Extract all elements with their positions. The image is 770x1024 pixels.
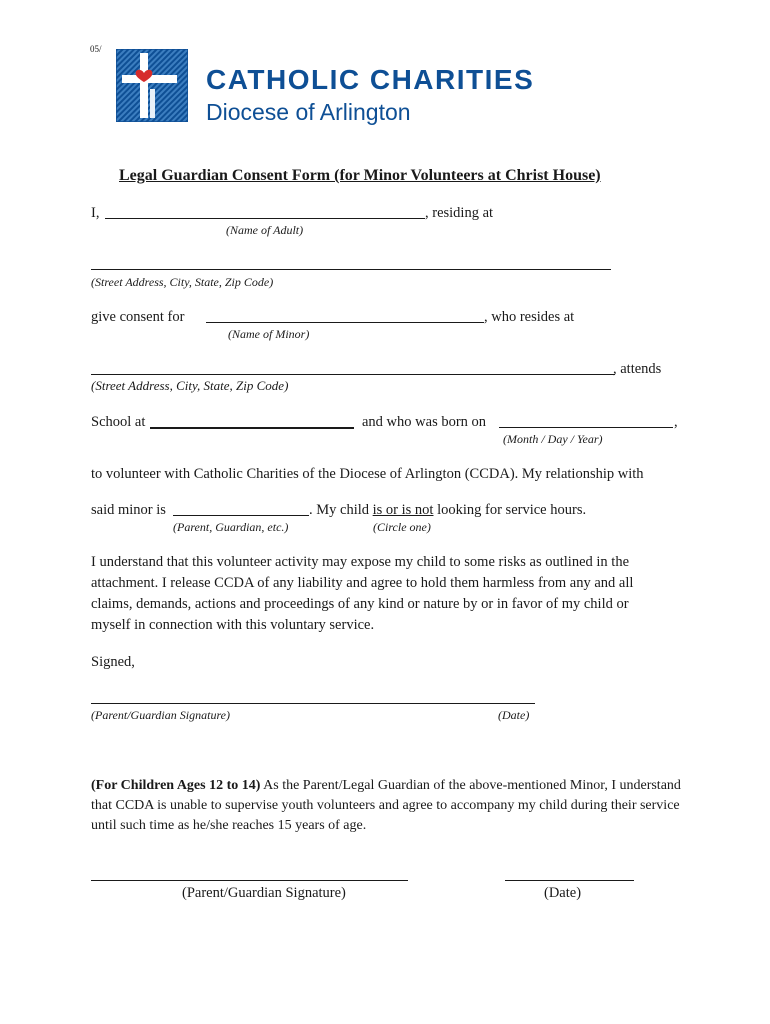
minor-name-field[interactable] — [206, 322, 484, 323]
children-ages-heading: (For Children Ages 12 to 14) — [91, 778, 261, 793]
date-label-2: (Date) — [544, 885, 582, 901]
circle-one-hint: (Circle one) — [373, 520, 431, 534]
street-address-hint-2: (Street Address, City, State, Zip Code) — [91, 378, 289, 393]
volunteer-text: to volunteer with Catholic Charities of the Diocese of Arlington (CCDA). My relationship with — [91, 466, 644, 482]
give-consent-label: give consent for — [91, 309, 185, 325]
guardian-signature-label-2: (Parent/Guardian Signature) — [182, 885, 346, 901]
adult-name-field[interactable] — [105, 218, 425, 219]
school-at-label: School at — [91, 414, 146, 430]
residing-at-label: , residing at — [425, 205, 494, 221]
looking-for-service-text: looking for service hours. — [437, 502, 587, 518]
is-or-is-not-choice[interactable]: is or is not — [372, 502, 434, 518]
children-text: As the Parent/Legal Guardian of the above-mentioned Minor, I understand that CCDA is unable to supervise youth volunteers and agree to accompany my child during their service until such time as he/she reaches 15 years of age. — [91, 778, 681, 833]
release-paragraph: I understand that this volunteer activity may expose my child to some risks as outlined in the attachment. I release CCDA of any liability and agree to hold them harmless from any and all claims, demands, actions and proceedings of any kind or nature by or in favor of my child or myself in connection with this voluntary service. — [91, 554, 634, 633]
date-field-2[interactable] — [505, 880, 634, 881]
name-of-adult-hint: (Name of Adult) — [226, 223, 304, 237]
date-format-hint: (Month / Day / Year) — [503, 432, 603, 446]
relationship-field[interactable] — [173, 515, 309, 516]
guardian-signature-field-1[interactable] — [91, 703, 535, 704]
form-title: Legal Guardian Consent Form (for Minor Volunteers at Christ House) — [119, 167, 601, 184]
said-minor-label: said minor is — [91, 502, 166, 518]
relationship-hint: (Parent, Guardian, etc.) — [173, 520, 289, 534]
org-name: CATHOLIC CHARITIES — [206, 64, 535, 95]
page-code: 05/ — [90, 44, 102, 54]
cross-heart-icon — [116, 49, 188, 122]
attends-label: , attends — [613, 361, 662, 377]
service-hours-text — [309, 502, 586, 519]
birth-date-field[interactable] — [499, 427, 673, 428]
street-address-hint-1: (Street Address, City, State, Zip Code) — [91, 275, 274, 289]
date-hint-1: (Date) — [498, 708, 530, 722]
guardian-signature-field-2[interactable] — [91, 880, 408, 881]
i-label: I, — [91, 205, 100, 221]
diocese-name: Diocese of Arlington — [206, 99, 411, 125]
my-child-prefix: . My child — [309, 502, 370, 518]
signed-label: Signed, — [91, 654, 135, 670]
minor-address-field[interactable] — [91, 374, 615, 375]
school-field[interactable] — [150, 427, 354, 429]
who-resides-at-label: , who resides at — [484, 309, 575, 325]
born-on-label: and who was born on — [362, 414, 487, 430]
logo — [116, 49, 188, 122]
adult-address-field[interactable] — [91, 269, 611, 270]
children-paragraph — [91, 776, 681, 836]
birth-date-comma: , — [674, 414, 678, 430]
name-of-minor-hint: (Name of Minor) — [228, 327, 310, 341]
guardian-signature-hint-1: (Parent/Guardian Signature) — [91, 708, 230, 722]
